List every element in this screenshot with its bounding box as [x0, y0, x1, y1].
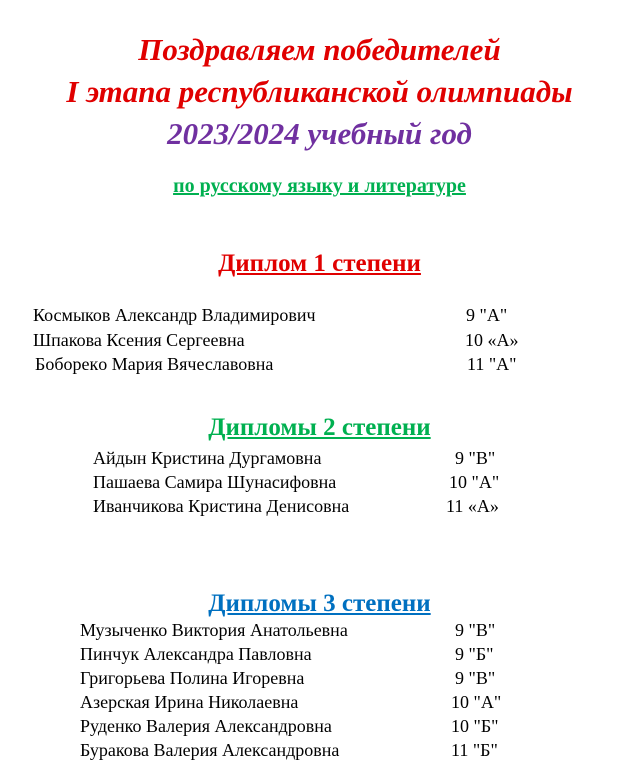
winner-class: 9 "В"	[455, 620, 496, 640]
winner-row	[80, 642, 530, 666]
winner-name: Буракова Валерия Александровна	[80, 740, 340, 760]
winner-name: Григорьева Полина Игоревна	[80, 668, 305, 688]
winner-class: 9 "А"	[466, 305, 508, 325]
title-line-congratulations: Поздравляем победителей	[138, 32, 501, 67]
winner-class: 10 "А"	[449, 472, 500, 492]
winner-name: Руденко Валерия Александровна	[80, 716, 332, 736]
title-line-school-year: 2023/2024 учебный год	[167, 116, 472, 151]
winner-class: 10 "А"	[451, 692, 502, 712]
winner-row	[80, 618, 530, 642]
winner-row	[33, 328, 553, 352]
winner-class: 11 «А»	[446, 496, 499, 516]
winner-class: 9 "Б"	[455, 644, 494, 664]
title-line-olympiad-stage: I этапа республиканской олимпиады	[66, 74, 573, 109]
winner-row	[93, 494, 533, 518]
diploma-1-heading: Диплом 1 степени	[218, 250, 421, 277]
winner-row	[80, 690, 530, 714]
winner-name: Музыченко Виктория Анатольевна	[80, 620, 348, 640]
diploma-3-heading: Дипломы 3 степени	[208, 590, 431, 617]
winner-class: 11 "Б"	[451, 740, 498, 760]
subject-title: по русскому языку и литературе	[173, 175, 466, 197]
winner-name: Космыков Александр Владимирович	[33, 305, 316, 325]
winner-class: 10 «А»	[465, 330, 519, 350]
winner-row	[80, 738, 530, 762]
winner-name: Шпакова Ксения Сергеевна	[33, 330, 245, 350]
winner-name: Боборекo Мария Вячеславовна	[35, 354, 274, 374]
winner-row	[80, 666, 530, 690]
winner-class: 9 "В"	[455, 448, 496, 468]
winner-class: 10 "Б"	[451, 716, 499, 736]
winner-row	[33, 303, 553, 327]
winner-class: 9 "В"	[455, 668, 496, 688]
winner-class: 11 "А"	[467, 354, 517, 374]
winner-name: Айдын Кристина Дургамовна	[93, 448, 322, 468]
winner-name: Пинчук Александра Павловна	[80, 644, 312, 664]
diploma-2-heading: Дипломы 2 степени	[208, 414, 431, 441]
winner-name: Иванчикова Кристина Денисовна	[93, 496, 350, 516]
winner-name: Азерская Ирина Николаевна	[80, 692, 299, 712]
winner-row	[93, 446, 533, 470]
winner-row	[35, 352, 555, 376]
winner-name: Пашаева Самира Шунасифовна	[93, 472, 337, 492]
winner-row	[93, 470, 533, 494]
winner-row	[80, 714, 530, 738]
